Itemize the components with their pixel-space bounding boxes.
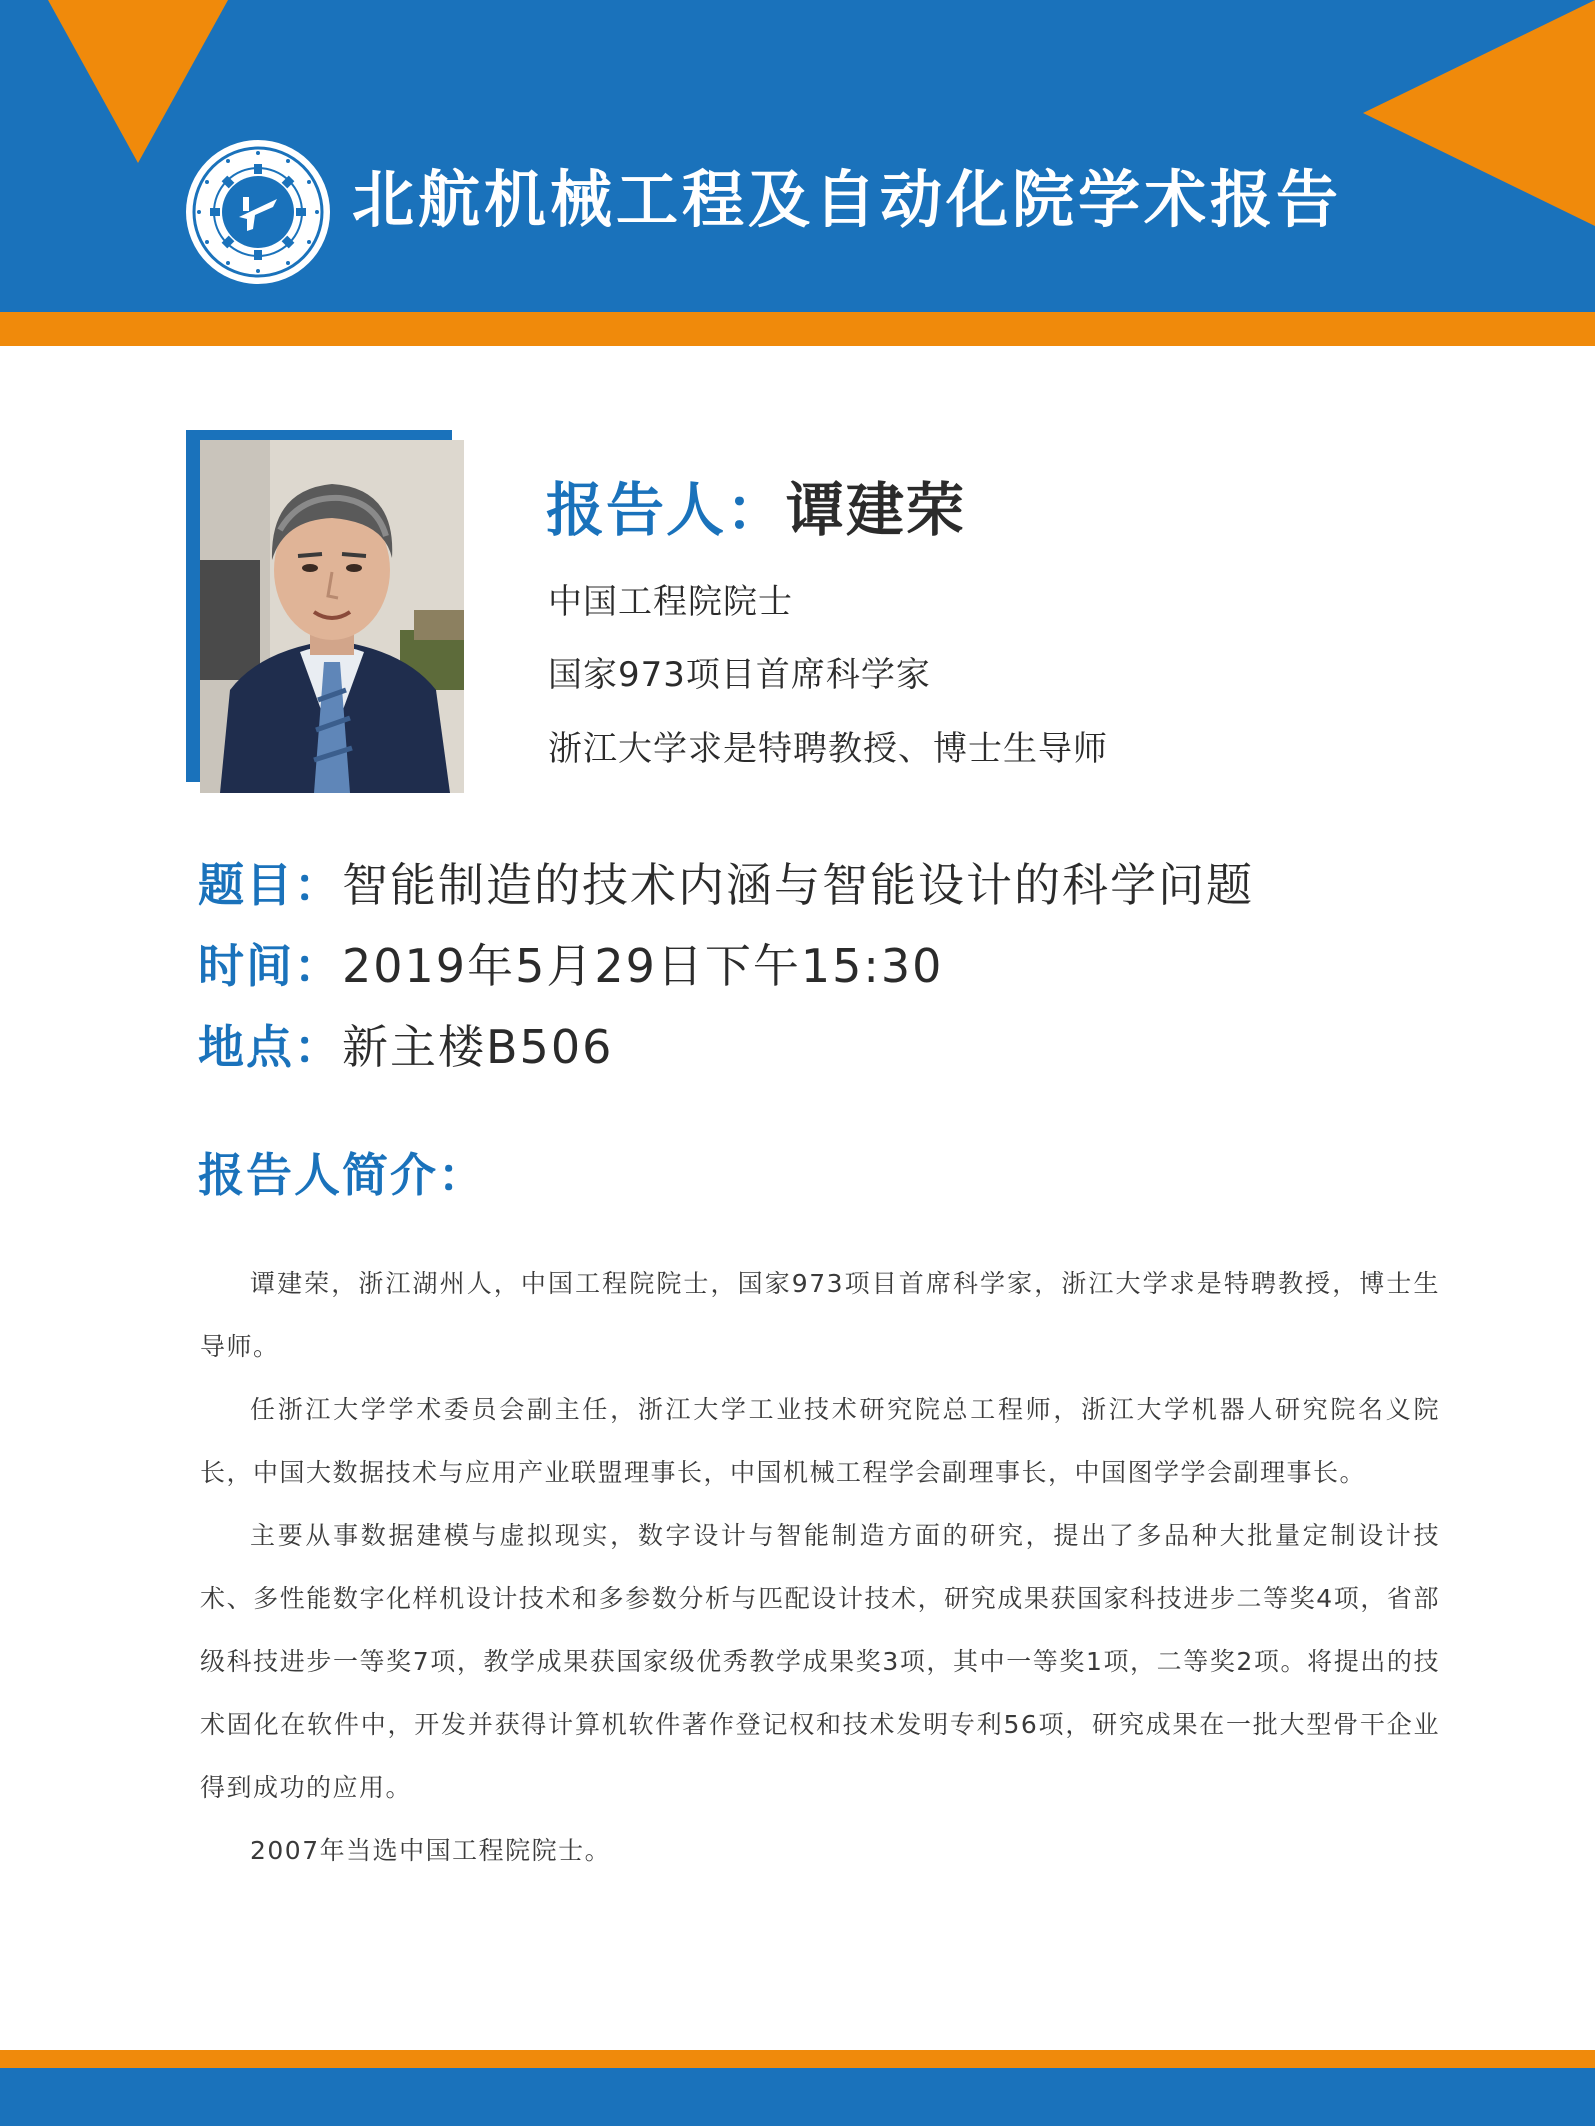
speaker-name: 谭建荣 (786, 476, 967, 544)
bio-paragraph: 谭建荣，浙江湖州人，中国工程院院士，国家973项目首席科学家，浙江大学求是特聘教授，博士生导师。 (200, 1269, 1440, 1361)
topic-row (198, 855, 1254, 915)
footer-accent-stripe (0, 2050, 1595, 2068)
bio-text (200, 1252, 1440, 1882)
topic-value: 智能制造的技术内涵与智能设计的科学问题 (342, 858, 1254, 912)
time-row (198, 936, 943, 996)
time-value: 2019年5月29日下午15:30 (342, 939, 944, 993)
location-label: 地点： (198, 1020, 342, 1074)
header-accent-stripe (0, 312, 1595, 346)
footer-bar (0, 2068, 1595, 2126)
decorative-triangle-right (1363, 0, 1595, 226)
bio-heading: 报告人简介： (198, 1148, 486, 1202)
speaker-label: 报告人： (546, 476, 787, 544)
speaker-portrait-illustration (200, 440, 464, 793)
bio-paragraph: 2007年当选中国工程院院士。 (250, 1836, 612, 1865)
time-label: 时间： (198, 939, 342, 993)
speaker-heading (546, 472, 966, 548)
speaker-photo (200, 440, 464, 793)
speaker-title-1: 中国工程院院士 (548, 582, 793, 622)
location-value: 新主楼B506 (342, 1020, 614, 1074)
university-seal-icon (183, 137, 333, 287)
location-row (198, 1017, 613, 1077)
page-title: 北航机械工程及自动化院学术报告 (352, 163, 1343, 236)
bio-paragraph: 主要从事数据建模与虚拟现实，数字设计与智能制造方面的研究，提出了多品种大批量定制设计技术、多性能数字化样机设计技术和多参数分析与匹配设计技术，研究成果获国家科技进步二等奖4项，省部级科技进步一等奖7项，教学成果获国家级优秀教学成果奖3项，其中一等奖1项，二等奖2项。将提出的技术固化在软件中，开发并获得计算机软件著作登记权和技术发明专利56项，研究成果在一批大型骨干企业得到成功的应用。 (200, 1521, 1440, 1802)
speaker-title-2: 国家973项目首席科学家 (548, 655, 931, 695)
bio-paragraph: 任浙江大学学术委员会副主任，浙江大学工业技术研究院总工程师，浙江大学机器人研究院名义院长，中国大数据技术与应用产业联盟理事长，中国机械工程学会副理事长，中国图学学会副理事长。 (200, 1395, 1440, 1487)
speaker-title-3: 浙江大学求是特聘教授、博士生导师 (548, 729, 1108, 769)
topic-label: 题目： (198, 858, 342, 912)
header-banner (0, 0, 1595, 312)
